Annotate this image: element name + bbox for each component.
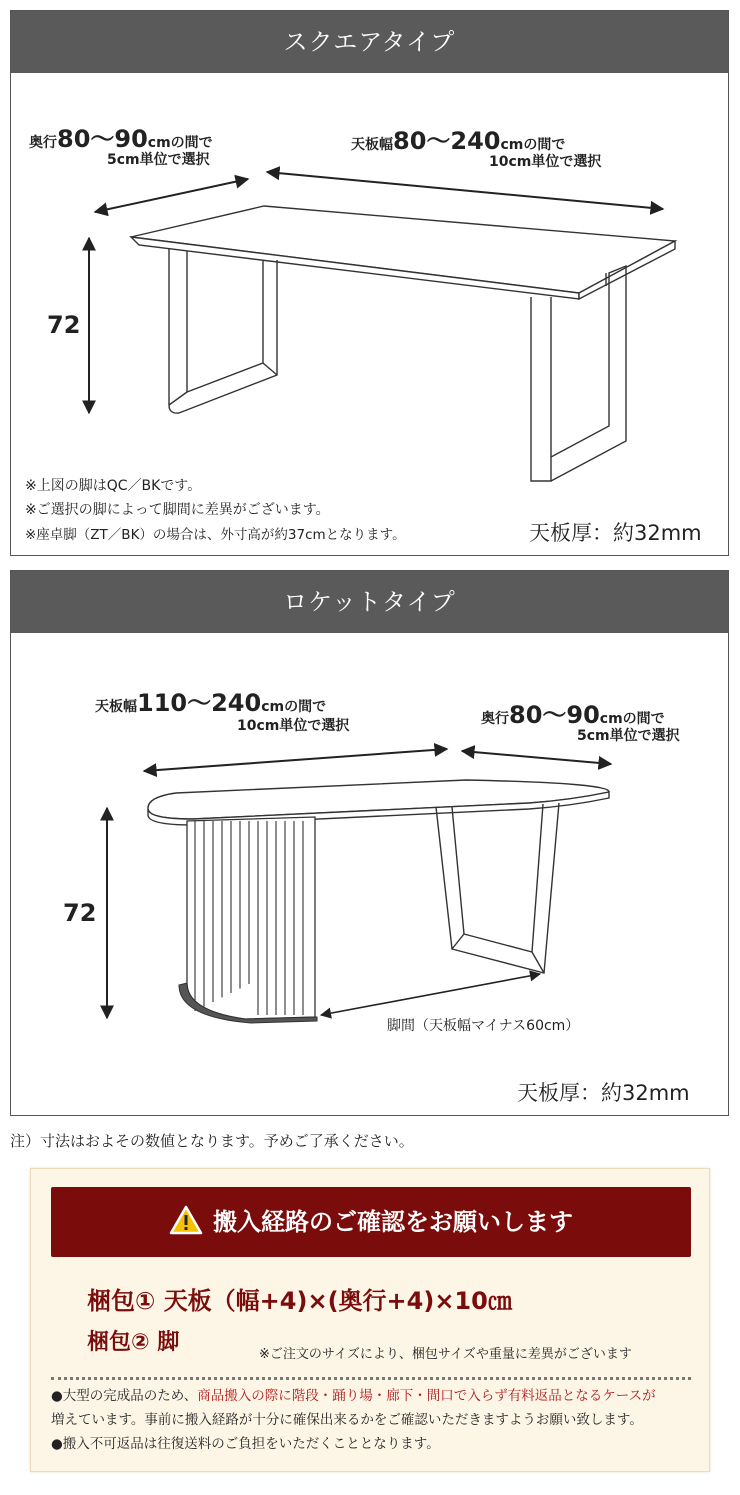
dotted-divider (51, 1377, 691, 1380)
delivery-warning-box (30, 1168, 710, 1472)
square-note-3: ※座卓脚（ZT／BK）の場合は、外寸高が約37cmとなります。 (25, 527, 406, 543)
pack-1-unit: ㎝ (487, 1287, 512, 1315)
pack-1 (87, 1281, 512, 1316)
rocket-depth-label: 奥行80～90cmの間で (481, 701, 665, 729)
rocket-width-label: 天板幅110～240cmの間で (95, 689, 327, 717)
warning-emphasis: 商品搬入の際に階段・踊り場・廊下・間口で入らず有料返品となるケースが (197, 1388, 656, 1404)
rocket-leg-gap-arrow (321, 974, 540, 1015)
warning-title: 搬入経路のご確認をお願いします (213, 1208, 573, 1236)
square-type-panel (10, 10, 729, 556)
square-depth-label: 奥行80～90cmの間で (29, 125, 213, 153)
rocket-type-header: ロケットタイプ (11, 571, 728, 633)
warning-line-3: ●搬入不可返品は往復送料のご負担をいただくこととなります。 (51, 1436, 440, 1452)
width-arrow (267, 172, 663, 209)
warning-banner (51, 1187, 691, 1257)
square-depth-sub: 5cm単位で選択 (107, 152, 210, 168)
rocket-leg-gap-label: 脚間（天板幅マイナス60cm） (387, 1018, 580, 1034)
rocket-thickness: 天板厚：約32mm (517, 1081, 690, 1105)
warning-icon (169, 1205, 203, 1235)
pack-size-note: ※ご注文のサイズにより、梱包サイズや重量に差異がございます (259, 1347, 632, 1362)
square-type-header: スクエアタイプ (11, 11, 728, 73)
footnote: 注）寸法はおよその数値となります。予めご了承ください。 (10, 1132, 414, 1150)
pack-1-label: 梱包① (87, 1287, 156, 1315)
pack-2-text: 脚 (157, 1330, 180, 1355)
square-width-label: 天板幅80～240cmの間で (351, 127, 566, 155)
pack-1-text: 天板（幅+4)×(奥行+4)×10 (163, 1287, 488, 1315)
rocket-height-label: 72 (63, 899, 97, 927)
rocket-width-sub: 10cm単位で選択 (237, 718, 350, 734)
square-width-sub: 10cm単位で選択 (489, 154, 602, 170)
square-note-1: ※上図の脚はQC／BKです。 (25, 478, 202, 494)
square-height-label: 72 (47, 311, 81, 339)
depth-arrow (95, 179, 248, 212)
rocket-width-arrow (144, 749, 447, 771)
rocket-table-drawing (11, 571, 730, 1117)
rocket-depth-sub: 5cm単位で選択 (577, 728, 680, 744)
square-thickness: 天板厚：約32mm (529, 521, 702, 545)
warning-line-2: 増えています。事前に搬入経路が十分に確保出来るかをご確認いただきますようお願い致します。 (51, 1412, 643, 1428)
warning-line-1: ●大型の完成品のため、商品搬入の際に階段・踊り場・廊下・間口で入らず有料返品となるケースが (51, 1388, 656, 1404)
pack-2-label: 梱包② (87, 1330, 150, 1355)
rocket-type-panel (10, 570, 729, 1116)
rocket-depth-arrow (462, 751, 611, 764)
square-note-2: ※ご選択の脚によって脚間に差異がございます。 (25, 502, 330, 518)
pack-2 (87, 1325, 179, 1356)
